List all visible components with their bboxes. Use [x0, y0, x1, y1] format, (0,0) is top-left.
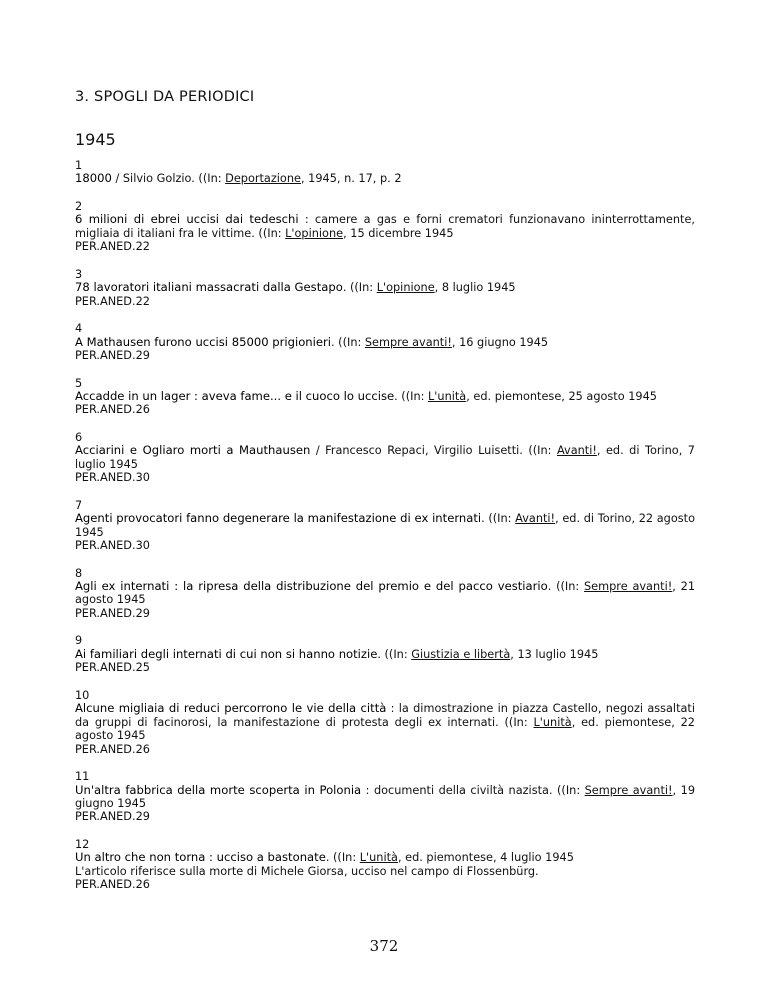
list-item [75, 200, 695, 254]
entry-shelfmark: PER.ANED.26 [75, 742, 150, 756]
entry-journal: L'unità [428, 390, 467, 404]
entry-shelfmark: PER.ANED.29 [75, 349, 150, 363]
entry-shelfmark: PER.ANED.30 [75, 471, 150, 485]
entry-text: . ((In: [342, 281, 377, 295]
entry-text: . ((In: [481, 512, 516, 526]
entry-citation [75, 851, 695, 864]
list-item [75, 770, 695, 824]
entry-shelfmark: PER.ANED.26 [75, 403, 150, 417]
entry-text: . ((In: [377, 647, 412, 661]
entry-text: . ((In: [325, 851, 360, 865]
entry-shelfmark: PER.ANED.30 [75, 539, 150, 553]
entry-title: Un'altra fabbrica della morte scoperta in Polonia [75, 782, 362, 797]
page-number: 372 [369, 937, 399, 955]
entry-journal: Sempre avanti! [584, 783, 673, 797]
entry-title: Agli ex internati : la ripresa della distribuzione del premio e del pacco vestiario [75, 579, 548, 594]
entry-citation [75, 281, 695, 294]
year-heading: 1945 [75, 130, 116, 149]
entry-title: 6 milioni di ebrei uccisi dai tedeschi [75, 212, 299, 227]
entry-shelfmark: PER.ANED.25 [75, 661, 150, 675]
entry-citation [75, 648, 695, 661]
entry-citation [75, 213, 695, 240]
entry-date: , 19 giugno 1945 [75, 783, 696, 810]
entry-date: , 15 dicembre 1945 [343, 226, 454, 240]
entry-journal: L'opinione [285, 226, 344, 240]
entry-text: : documenti della civiltà nazista. ((In: [361, 783, 585, 797]
entry-date: , 13 luglio 1945 [510, 647, 599, 661]
entry-date: , ed. di Torino, 7 luglio 1945 [75, 444, 695, 471]
list-item [75, 634, 695, 674]
entry-text: : la dimostrazione in piazza Castello, negozi assaltati da gruppi di facinorosi, la manifestazione di protesta degli ex internati. ((In: [75, 702, 695, 729]
entry-title: Agenti provocatori fanno degenerare la manifestazione di ex internati [75, 511, 482, 526]
entry-title: 78 lavoratori italiani massacrati dalla Gestapo [75, 280, 343, 295]
list-item [75, 838, 695, 892]
entry-date: , ed. di Torino, 22 agosto 1945 [75, 512, 695, 539]
entry-number: 10 [75, 688, 90, 702]
entry-title: Un altro che non torna : ucciso a bastonate [75, 850, 326, 865]
entry-title: Accadde in un lager : aveva fame... e il cuoco lo uccise [75, 389, 395, 404]
entry-journal: L'opinione [376, 281, 435, 295]
entry-journal: L'unità [533, 715, 572, 729]
entry-date: , 8 luglio 1945 [434, 281, 516, 295]
entry-citation [75, 390, 695, 403]
list-item [75, 377, 695, 417]
entry-citation [75, 702, 695, 742]
entry-number: 11 [75, 770, 90, 784]
entry-date: , ed. piemontese, 25 agosto 1945 [466, 390, 657, 404]
entry-date: , 21 agosto 1945 [75, 580, 696, 607]
entry-shelfmark: PER.ANED.22 [75, 240, 150, 254]
entry-citation [75, 172, 695, 185]
entry-date: , 16 giugno 1945 [451, 335, 549, 349]
entry-journal: Giustizia e libertà [411, 647, 511, 661]
entry-number: 3 [75, 267, 83, 281]
entry-date: , ed. piemontese, 4 luglio 1945 [397, 851, 574, 865]
entry-shelfmark: PER.ANED.29 [75, 810, 150, 824]
entry-journal: Sempre avanti! [584, 580, 673, 594]
entry-title: Acciarini e Ogliaro morti a Mauthausen [75, 443, 311, 458]
entry-journal: Avanti! [556, 444, 597, 458]
entry-number: 12 [75, 837, 90, 851]
entry-list [75, 159, 695, 906]
section-title: 3. SPOGLI DA PERIODICI [75, 89, 255, 105]
entry-text: . ((In: [330, 335, 365, 349]
entry-title: Ai familiari degli internati di cui non si hanno notizie [75, 646, 378, 661]
entry-number: 7 [75, 498, 83, 512]
entry-citation [75, 336, 695, 349]
entry-shelfmark: PER.ANED.29 [75, 606, 150, 620]
list-item [75, 322, 695, 362]
entry-text: / Francesco Repaci, Virgilio Luisetti. ((In: [310, 444, 557, 458]
list-item [75, 159, 695, 186]
entry-number: 9 [75, 634, 83, 648]
entry-title: A Mathausen furono uccisi 85000 prigionieri [75, 334, 331, 349]
entry-shelfmark: PER.ANED.22 [75, 294, 150, 308]
entry-journal: L'unità [359, 851, 398, 865]
entry-note: L'articolo riferisce sulla morte di Michele Giorsa, ucciso nel campo di Flossenbürg. [75, 864, 539, 878]
entry-journal: Deportazione [225, 172, 301, 186]
list-item [75, 431, 695, 485]
entry-citation [75, 444, 695, 471]
entry-journal: Avanti! [515, 512, 556, 526]
entry-date: , ed. piemontese, 22 agosto 1945 [75, 715, 695, 743]
entry-number: 2 [75, 200, 83, 213]
entry-number: 8 [75, 566, 83, 580]
list-item [75, 689, 695, 756]
entry-journal: Sempre avanti! [364, 335, 452, 349]
entry-title: 18000 [75, 171, 112, 186]
entry-text: / Silvio Golzio. ((In: [111, 172, 226, 186]
entry-shelfmark: PER.ANED.26 [75, 878, 150, 892]
entry-date: , 1945, n. 17, p. 2 [300, 172, 402, 186]
entry-text: : camere a gas e forni crematori funzionavano ininterrottamente, migliaia di italiani fra le vittime. ((In: [75, 213, 695, 240]
entry-citation [75, 512, 695, 539]
entry-text: . ((In: [394, 390, 429, 404]
entry-text: . ((In: [547, 580, 585, 594]
entry-number: 6 [75, 431, 83, 445]
entry-citation [75, 580, 695, 607]
entry-title: Alcune migliaia di reduci percorrono le vie della città [75, 701, 387, 716]
entry-citation [75, 784, 695, 811]
list-item [75, 499, 695, 553]
entry-number: 5 [75, 376, 83, 390]
entry-number: 4 [75, 322, 83, 336]
list-item [75, 567, 695, 621]
entry-number: 1 [75, 159, 83, 172]
list-item [75, 268, 695, 308]
